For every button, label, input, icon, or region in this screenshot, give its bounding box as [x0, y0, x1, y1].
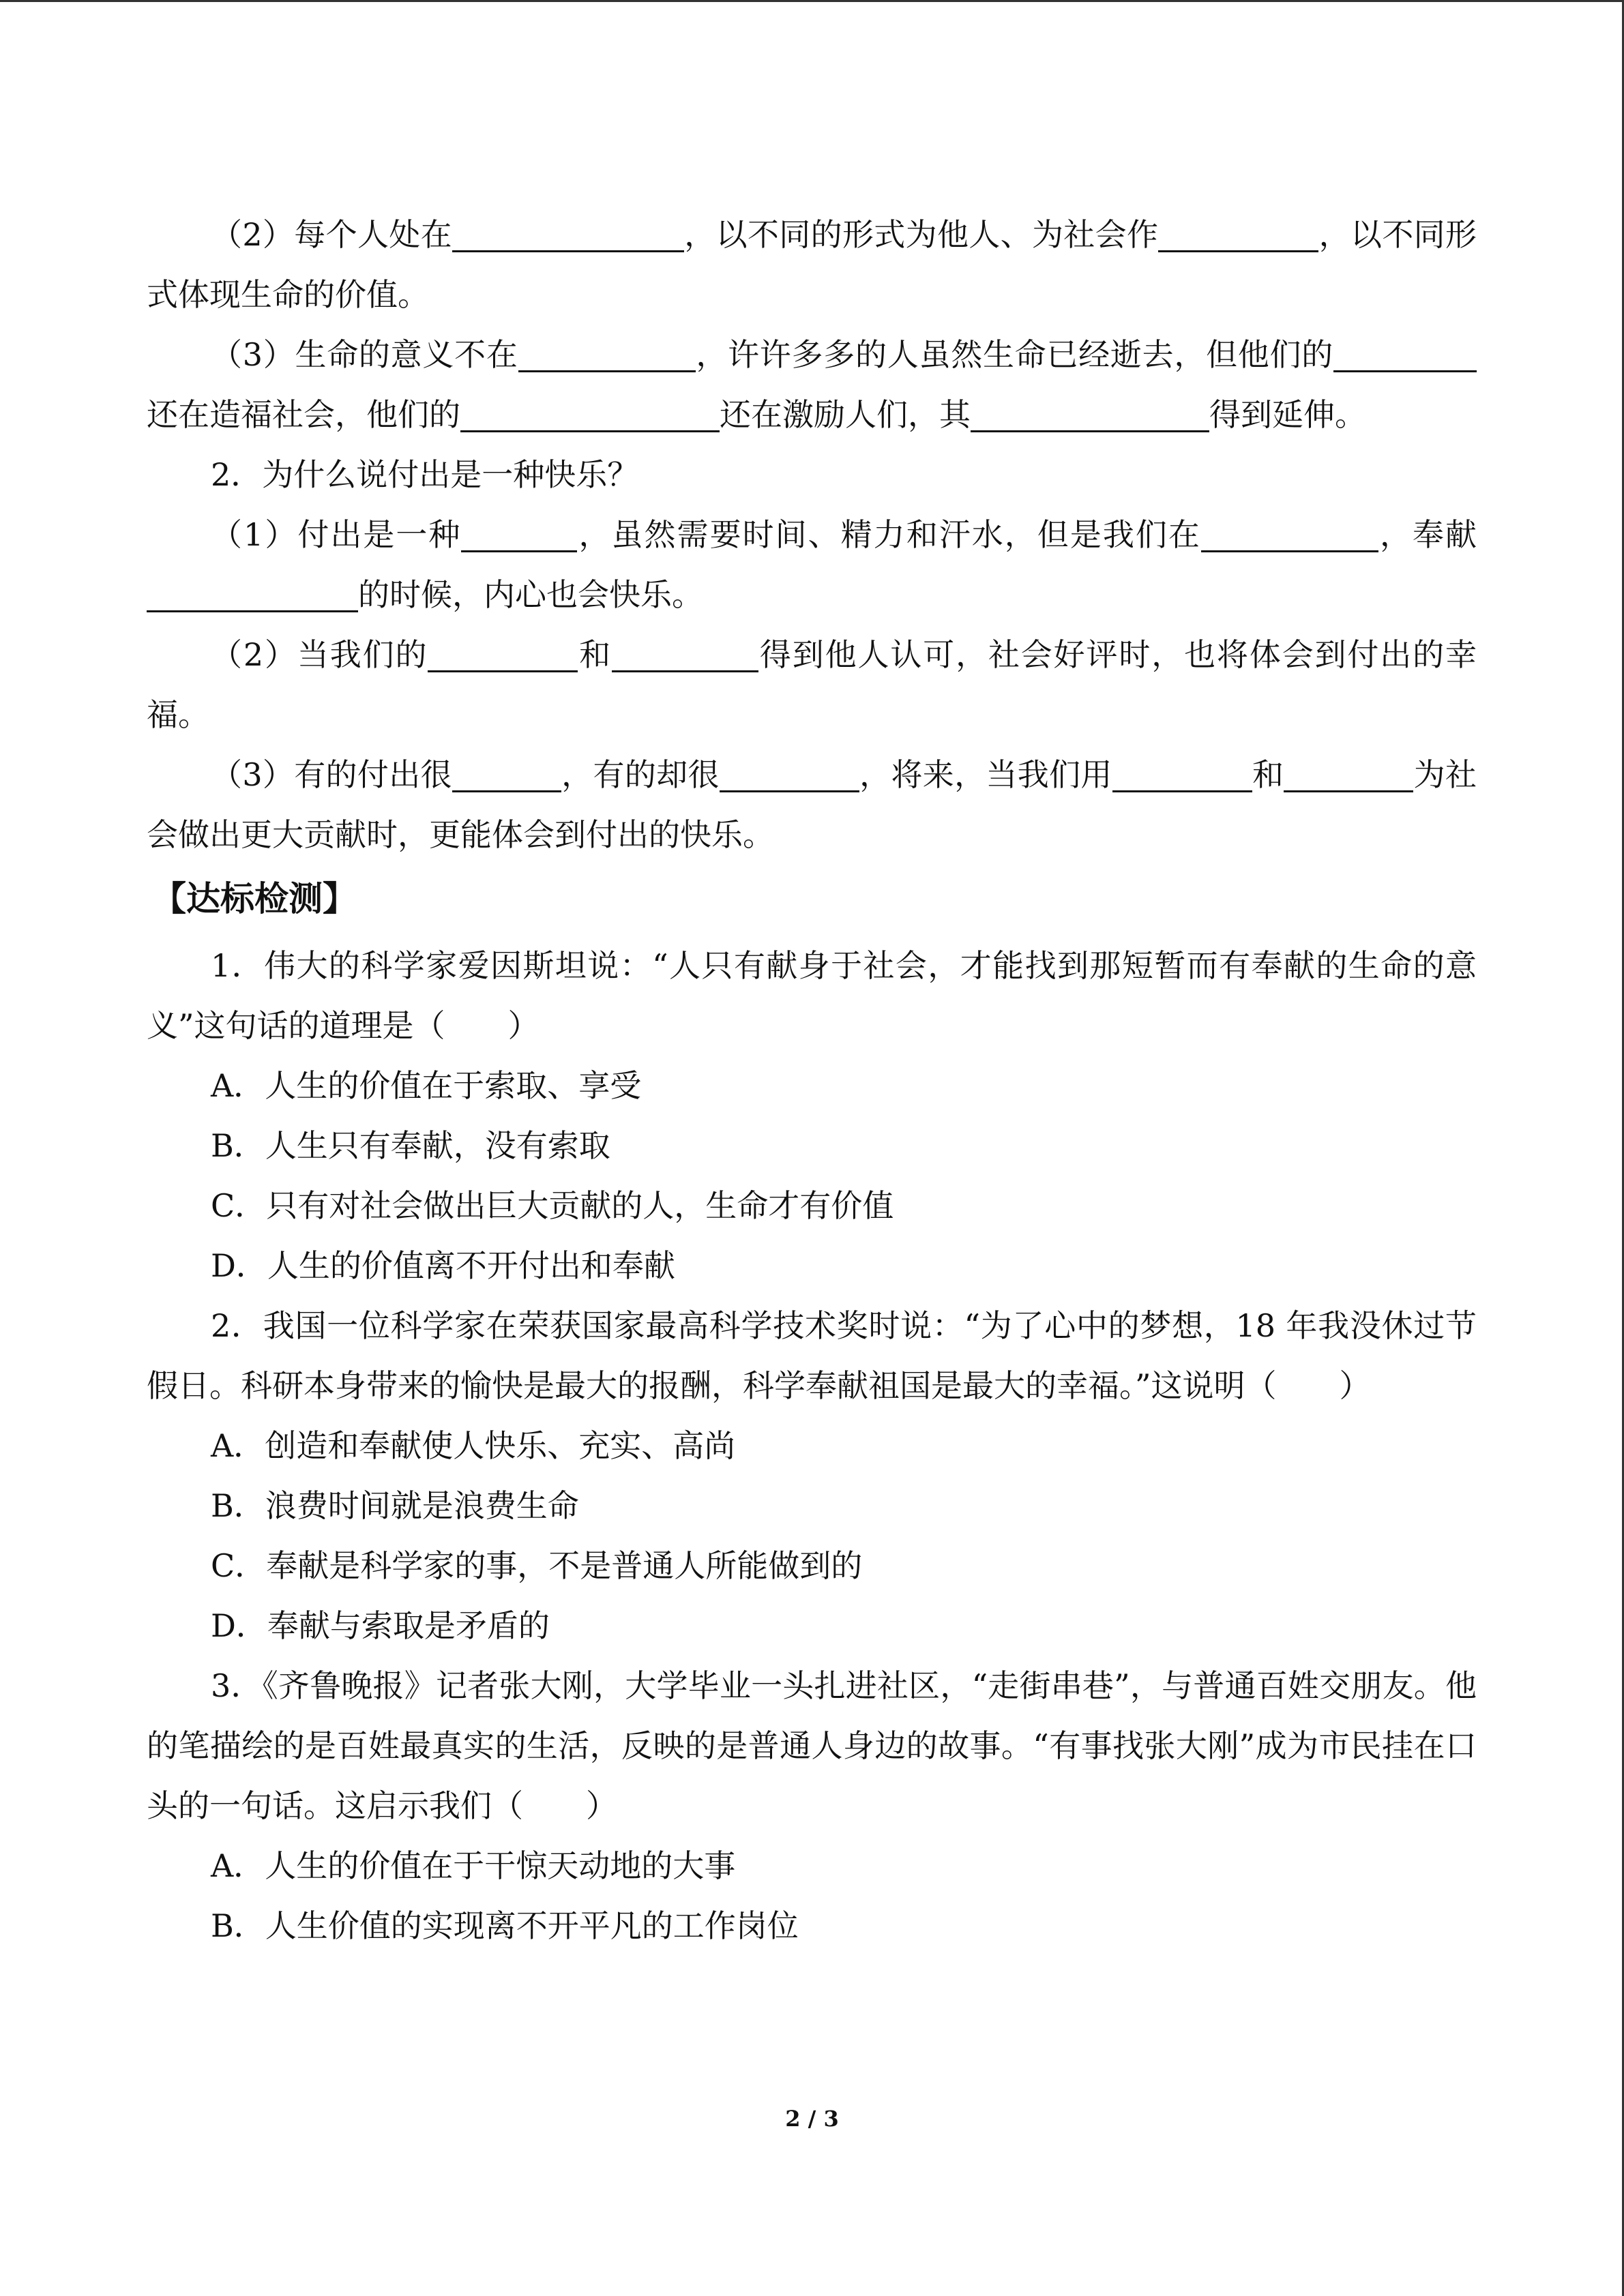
option-d[interactable]: D．人生的价值离不开付出和奉献	[211, 1247, 675, 1284]
text: ，奉	[1378, 516, 1445, 553]
text: 同形式体现生命的价值。	[147, 216, 1477, 313]
answer-blank[interactable]	[1333, 331, 1477, 372]
text: 的时候，内心也会快乐。	[358, 576, 703, 613]
text: 和	[578, 636, 612, 673]
question-stem: 1．伟大的科学家爱因斯坦说：“人只有献身于社会，才能找到那短暂而有奉献的生命的意义”这句话的道理是（ ）	[147, 947, 1477, 1044]
fill-blank-q2-1	[147, 505, 1477, 625]
text: ，有的却很	[561, 756, 720, 793]
text: （2）每个人处在	[211, 216, 452, 253]
answer-blank[interactable]	[461, 511, 577, 552]
answer-blank[interactable]	[452, 751, 561, 792]
text: （2）当我们的	[211, 636, 428, 673]
question-2	[147, 1296, 1477, 1656]
text: ，许许多多的人虽然生命已经逝去，但他们的	[695, 336, 1333, 373]
option-a[interactable]: A．人生的价值在于干惊天动地的大事	[211, 1847, 736, 1884]
question-1	[147, 936, 1477, 1296]
answer-blank[interactable]	[1158, 211, 1318, 252]
option-b[interactable]: B．浪费时间就是浪费生命	[211, 1487, 579, 1524]
answer-blank[interactable]	[452, 211, 684, 252]
answer-blank[interactable]	[1201, 511, 1378, 552]
answer-blank[interactable]	[460, 391, 720, 432]
fill-blank-q1-2	[147, 205, 1477, 325]
option-c[interactable]: C．奉献是科学家的事，不是普通人所能做到的	[211, 1547, 863, 1584]
answer-blank[interactable]	[1112, 751, 1252, 792]
text: 幸福。	[147, 636, 1477, 733]
answer-blank[interactable]	[147, 571, 358, 612]
text: （3）生命的意义不在	[211, 336, 518, 373]
text: 延伸。	[1272, 396, 1366, 433]
option-b[interactable]: B．人生价值的实现离不开平凡的工作岗位	[211, 1907, 799, 1944]
text: 得到	[1209, 396, 1272, 433]
text: （3）有的付出很	[211, 756, 452, 793]
text: 为社会做出更大贡献时，更能体会到付出的快乐。	[147, 756, 1477, 853]
answer-blank[interactable]	[428, 631, 578, 672]
question-stem: 3．《齐鲁晚报》记者张大刚，大学毕业一头扎进社区，“走街串巷”，与普通百姓交朋友。他的笔描绘的是百姓最真实的生活，反映的是普通人身边的故事。“有事找张大刚”成为市民挂在口头的一句话。这启示我们（ ）	[147, 1667, 1477, 1824]
text: ，以不	[1318, 216, 1414, 253]
option-d[interactable]: D．奉献与索取是矛盾的	[211, 1607, 550, 1644]
fill-blank-q1-3	[147, 325, 1477, 445]
text: ，虽然需要时间、精力和汗水，但是我们在	[577, 516, 1201, 553]
text: 还在激励人们，其	[720, 396, 971, 433]
text: 献	[1445, 516, 1477, 553]
answer-blank[interactable]	[720, 751, 859, 792]
answer-blank[interactable]	[518, 331, 696, 372]
answer-blank[interactable]	[612, 631, 758, 672]
section-heading: 【达标检测】	[152, 879, 357, 919]
fill-blank-q2-3	[147, 745, 1477, 865]
text: （1）付出是一种	[211, 516, 462, 553]
answer-blank[interactable]	[971, 391, 1209, 432]
document-body	[147, 205, 1477, 1956]
text: ，将来，当我们用	[859, 756, 1112, 793]
text: 和	[1252, 756, 1284, 793]
question-2-title: 2．为什么说付出是一种快乐？	[211, 456, 639, 493]
option-b[interactable]: B．人生只有奉献，没有索取	[211, 1127, 610, 1164]
answer-blank[interactable]	[1284, 751, 1413, 792]
option-c[interactable]: C．只有对社会做出巨大贡献的人，生命才有价值	[211, 1187, 894, 1224]
question-3	[147, 1656, 1477, 1956]
page-number: 2 / 3	[785, 2106, 839, 2132]
text: ，以不同的形式为他人、为社会作	[683, 216, 1159, 253]
question-stem: 2．我国一位科学家在荣获国家最高科学技术奖时说：“为了心中的梦想，18 年我没休过节假日。科研本身带来的愉快是最大的报酬，科学奉献祖国是最大的幸福。”这说明（ ）	[147, 1307, 1477, 1404]
option-a[interactable]: A．人生的价值在于索取、享受	[211, 1067, 642, 1104]
fill-blank-q2-2	[147, 625, 1477, 745]
text: 还在造福社会，他们的	[147, 396, 460, 433]
option-a[interactable]: A．创造和奉献使人快乐、充实、高尚	[211, 1427, 736, 1464]
text: 得到他人认可，社会好评时，也将体会到付出的	[758, 636, 1446, 673]
